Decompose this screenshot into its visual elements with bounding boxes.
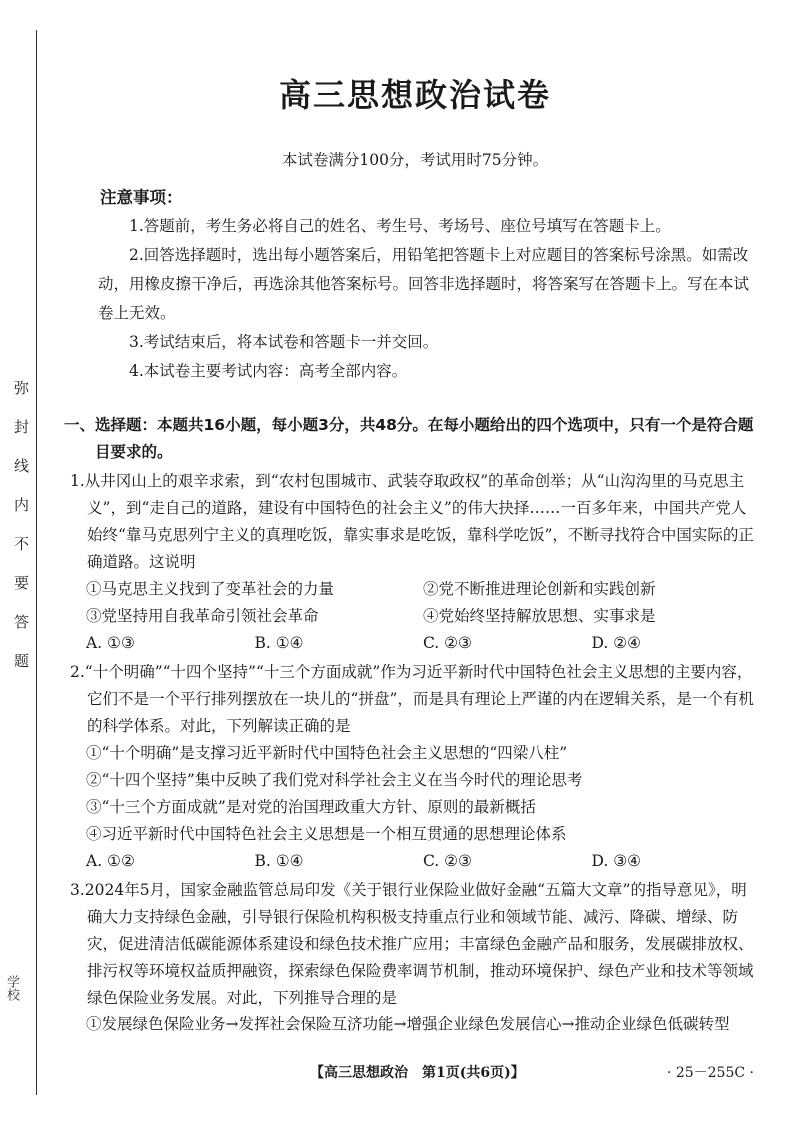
question-stem: 2.“十个明确”“十四个坚持”“十三个方面成就”作为习近平新时代中国特色社会主义思想的主要内容，它们不是一个平行排列摆放在一块儿的“拼盘”，而是具有理论上严谨的内在逻辑关系，是一个有机的科学体系。对此，下列解读正确的是	[70, 663, 754, 735]
question-stem: 1.从井冈山上的艰辛求索，到“农村包围城市、武装夺取政权”的革命创举；从“山沟沟里的马克思主义”，到“走自己的道路，建设有中国特色的社会主义”的伟大抉择……一百多年来，中国共产党人始终“靠马克思列宁主义的真理吃饭，靠实事求是吃饭，靠科学吃饭”，不断寻找符合中国实际的正确道路。这说明	[70, 472, 754, 571]
answer-choice: B. ①④	[254, 852, 304, 870]
notices	[70, 184, 760, 386]
question-1	[70, 468, 760, 657]
seal-char: 弥	[12, 380, 30, 419]
exam-info: 本试卷满分100分，考试用时75分钟。	[281, 151, 549, 169]
page-title: 高三思想政治试卷	[278, 76, 551, 114]
seal-char: 内	[12, 497, 30, 536]
question-2	[70, 659, 760, 875]
answer-choice: D. ③④	[591, 852, 642, 870]
question-3	[70, 877, 760, 1036]
option-grid	[70, 576, 760, 630]
notice-item: 3.考试结束后，将本试卷和答题卡一并交回。	[129, 333, 439, 351]
option-item: ④习近平新时代中国特色社会主义思想是一个相互贯通的思想理论体系	[86, 825, 567, 843]
notice-item: 2.回答选择题时，选出每小题答案后，用铅笔把答题卡上对应题目的答案标号涂黑。如需改动，用橡皮擦干净后，再选涂其他答案标号。回答非选择题时，将答案写在答题卡上。写在本试卷上无效。	[98, 246, 750, 322]
option-item: ③党坚持用自我革命引领社会革命	[86, 607, 319, 625]
answer-choice: D. ②④	[591, 634, 642, 652]
option-item: ②“十四个坚持”集中反映了我们党对科学社会主义在当今时代的理论思考	[86, 771, 583, 789]
seal-char: 不	[12, 536, 30, 575]
footer-code: · 25－255C ·	[666, 1065, 754, 1081]
answer-choices	[70, 848, 760, 875]
option-item: ②党不断推进理论创新和实践创新	[423, 580, 656, 598]
seal-char: 线	[12, 458, 30, 497]
notice-item: 4.本试卷主要考试内容：高考全部内容。	[129, 362, 408, 380]
answer-choices	[70, 630, 760, 657]
answer-choice: C. ②③	[423, 852, 472, 870]
option-item: ①马克思主义找到了变革社会的力量	[86, 580, 335, 598]
answer-choice: A. ①③	[86, 634, 135, 652]
answer-choice: C. ②③	[423, 634, 472, 652]
answer-choice: A. ①②	[86, 852, 135, 870]
school-label: 学校	[4, 975, 19, 1001]
seal-char: 要	[12, 575, 30, 614]
seal-char: 答	[12, 614, 30, 653]
footer-page-info: 【高三思想政治 第1页(共6页)】	[310, 1065, 525, 1081]
option-item: ③“十三个方面成就”是对党的治国理政重大方针、原则的最新概括	[86, 798, 536, 816]
answer-choice: B. ①④	[254, 634, 304, 652]
binding-line	[36, 30, 37, 1095]
question-stem: 3.2024年5月，国家金融监管总局印发《关于银行业保险业做好金融“五篇大文章”的指导意见》，明确大力支持绿色金融，引导银行保险机构积极支持重点行业和领域节能、减污、降碳、增绿、防灾，促进清洁低碳能源体系建设和绿色技术推广应用；丰富绿色金融产品和服务，发展碳排放权、排污权等环境权益质押融资，探索绿色保险费率调节机制，推动环境保护、绿色产业和技术等领域绿色保险业务发展。对此，下列推导合理的是	[70, 881, 754, 1007]
notice-item: 1.答题前，考生务必将自己的姓名、考生号、考场号、座位号填写在答题卡上。	[129, 217, 671, 235]
option-item: ①发展绿色保险业务→发挥社会保险互济功能→增强企业绿色发展信心→推动企业绿色低碳转型	[86, 1015, 730, 1033]
seal-char: 题	[12, 653, 30, 692]
exam-page	[64, 70, 760, 1036]
seal-char: 封	[12, 419, 30, 458]
section-header: 一、选择题：本题共16小题，每小题3分，共48分。在每小题给出的四个选项中，只有一个是符合题目要求的。	[64, 416, 754, 461]
notices-title: 注意事项：	[100, 188, 183, 207]
option-item: ④党始终坚持解放思想、实事求是	[423, 607, 656, 625]
option-item: ①“十个明确”是支撑习近平新时代中国特色社会主义思想的“四梁八柱”	[86, 744, 568, 762]
seal-line-notice	[8, 380, 32, 692]
